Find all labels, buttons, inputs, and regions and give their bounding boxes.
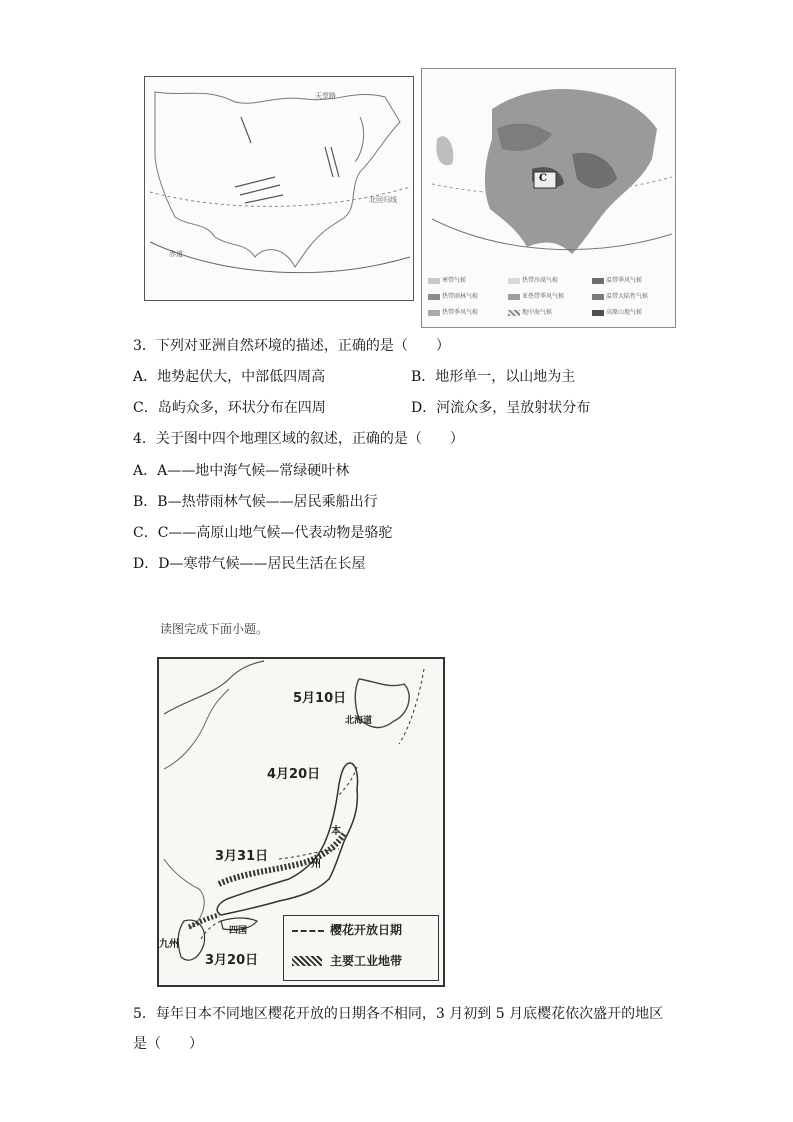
date-label-apr-20: 4月20日 <box>267 767 321 782</box>
legend-industry-belt: 主要工业地带 <box>330 954 403 968</box>
map-label: 北回归线 <box>369 196 397 204</box>
date-label-may-10: 5月10日 <box>293 691 347 706</box>
date-label-mar-31: 3月31日 <box>215 849 269 864</box>
industry-belt-symbol <box>292 956 322 966</box>
legend-item: 热带雨林气候 <box>428 291 478 300</box>
q4-option-a: A．A——地中海气候—常绿硬叶林 <box>133 463 350 479</box>
q4-option-d: D．D—寒带气候——居民生活在长屋 <box>133 556 366 572</box>
asia-terrain-map <box>144 76 414 301</box>
bloom-date-line-symbol <box>292 930 324 932</box>
shikoku-label: 四国 <box>229 926 248 936</box>
legend-item: 亚热带季风气候 <box>508 291 564 300</box>
japan-map-legend <box>283 915 439 981</box>
map-label: 赤道 <box>169 250 183 258</box>
honshu-label-2: 州 <box>311 859 321 870</box>
q5-stem-line2: 是（ ） <box>133 1036 203 1052</box>
legend-item: 热带季风气候 <box>428 307 478 316</box>
asia-terrain-outline <box>145 77 413 300</box>
asia-climate-map <box>421 68 676 328</box>
date-label-mar-20: 3月20日 <box>205 953 259 968</box>
japan-cherry-blossom-map <box>157 657 445 987</box>
q3-option-a: A．地势起伏大，中部低四周高 <box>133 369 326 385</box>
q4-option-c: C．C——高原山地气候—代表动物是骆驼 <box>133 525 393 541</box>
q3-option-b: B．地形单一，以山地为主 <box>411 369 576 385</box>
region-c-label: C <box>539 173 547 184</box>
honshu-label-1: 本 <box>331 826 341 837</box>
legend-item: 温带季风气候 <box>592 275 642 284</box>
legend-item: 温带大陆性气候 <box>592 291 648 300</box>
q5-stem-line1: 5．每年日本不同地区樱花开放的日期各不相同，3 月初到 5 月底樱花依次盛开的地区 <box>133 1006 664 1022</box>
q4-option-b: B．B—热带雨林气候——居民乘船出行 <box>133 494 378 510</box>
q3-option-d: D．河流众多，呈放射状分布 <box>411 400 591 416</box>
legend-item: 寒带气候 <box>428 275 466 284</box>
legend-bloom-date: 樱花开放日期 <box>330 923 403 937</box>
asia-climate-regions <box>422 69 675 269</box>
q4-stem: 4．关于图中四个地理区域的叙述，正确的是（ ） <box>133 431 464 447</box>
map-label: 天堂路 <box>315 92 336 100</box>
legend-item: 地中海气候 <box>508 307 552 316</box>
instruction-text: 读图完成下面小题。 <box>160 622 269 636</box>
kyushu-label: 九州 <box>159 939 179 950</box>
legend-item: 高原山地气候 <box>592 307 642 316</box>
hokkaido-label: 北海道 <box>345 716 373 726</box>
legend-item: 热带沙漠气候 <box>508 275 558 284</box>
q3-option-c: C．岛屿众多，环状分布在四周 <box>133 400 326 416</box>
q3-stem: 3．下列对亚洲自然环境的描述，正确的是（ ） <box>133 338 450 354</box>
